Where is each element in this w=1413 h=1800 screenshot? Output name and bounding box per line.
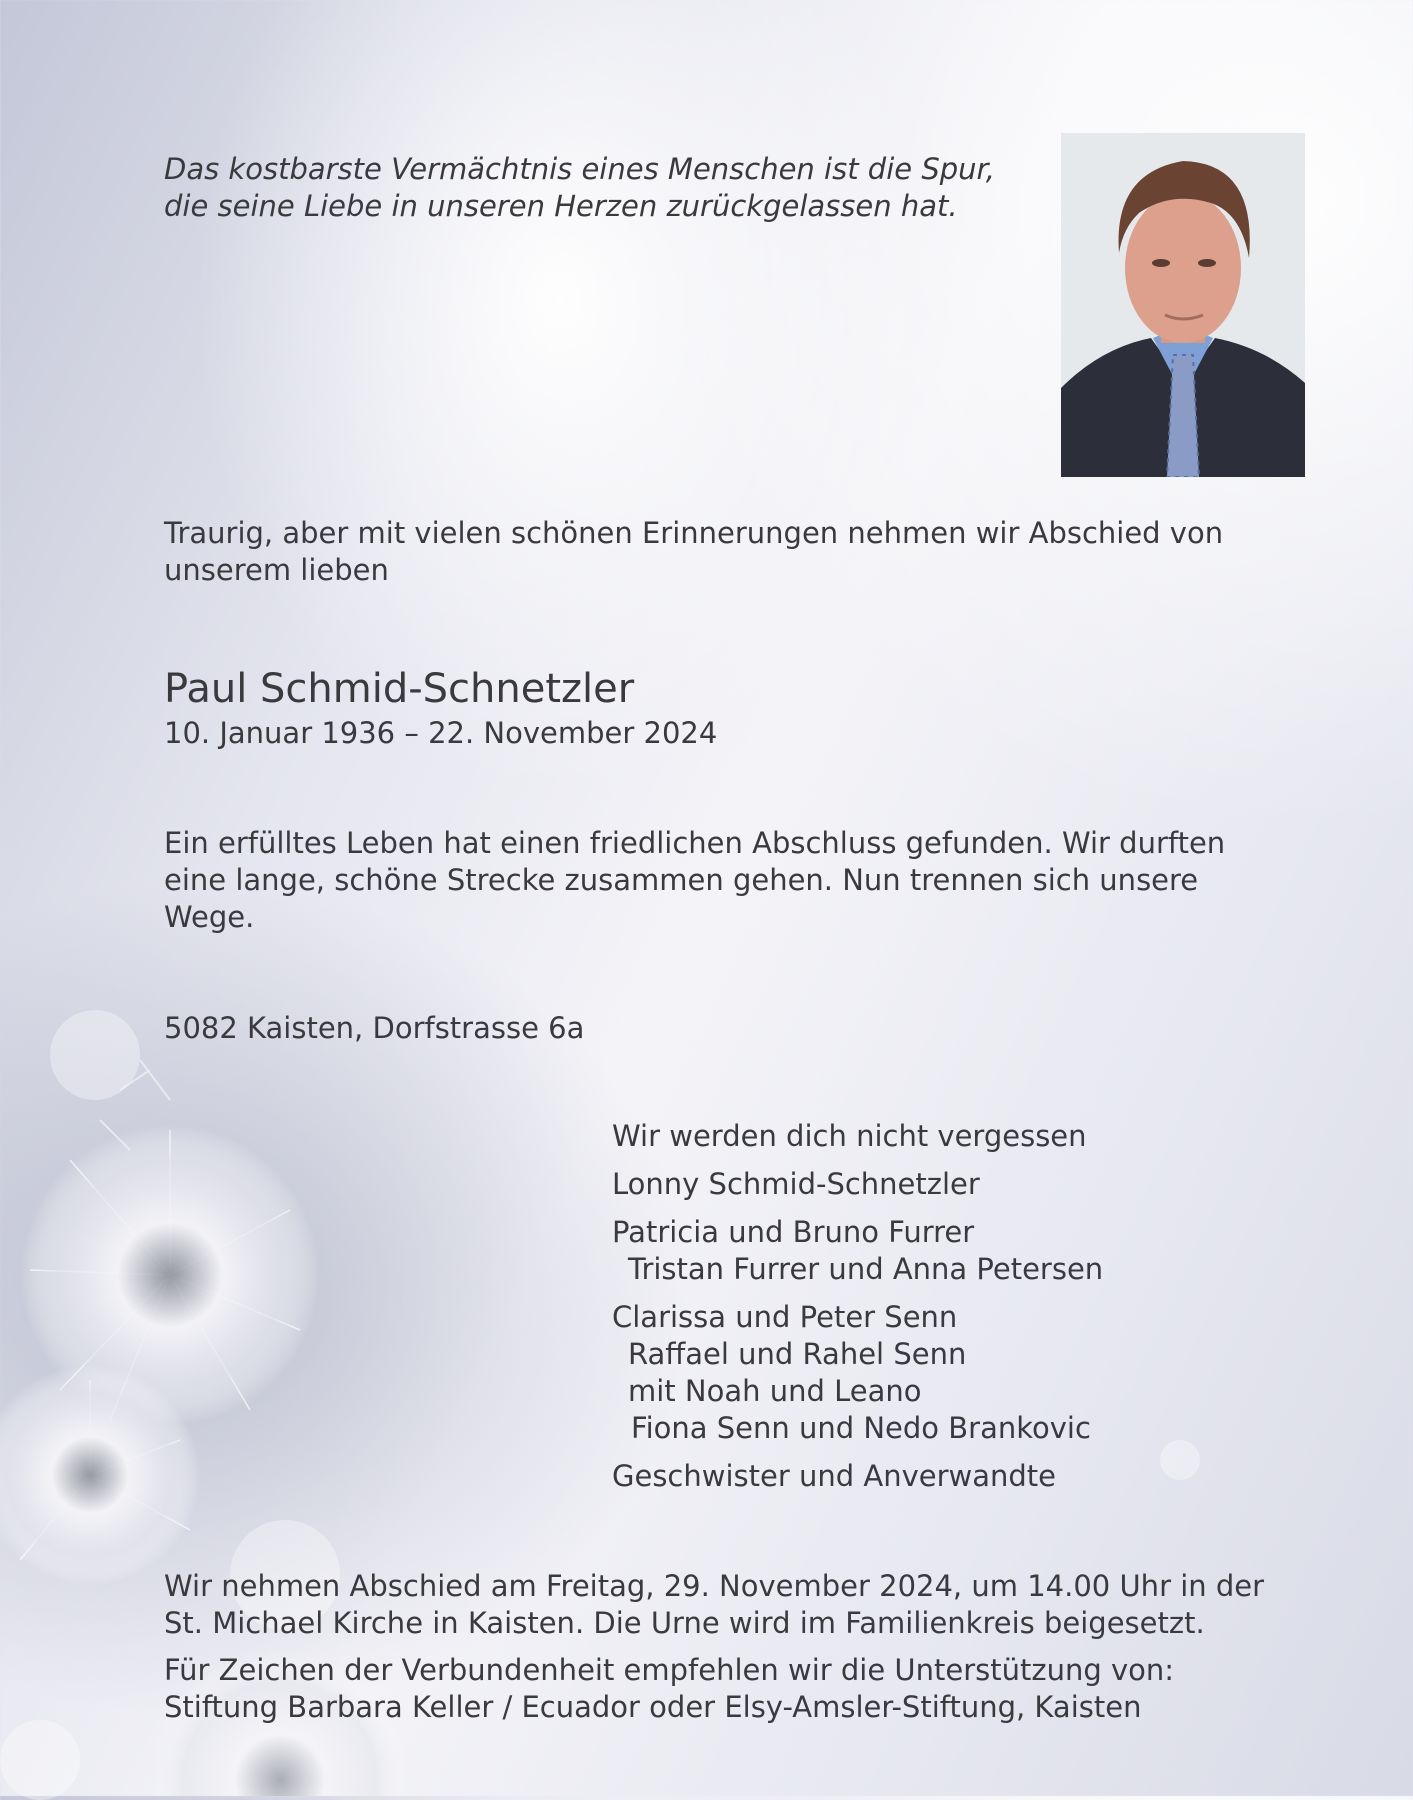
mourner-name: Raffael und Rahel Senn (628, 1337, 967, 1371)
mourner-name: Fiona Senn und Nedo Brankovic (631, 1411, 1091, 1445)
mourner-name: mit Noah und Leano (628, 1374, 922, 1408)
mourner-family-group (612, 1299, 1103, 1447)
mourner-name: Clarissa und Peter Senn (612, 1300, 958, 1334)
intro-text: Traurig, aber mit vielen schönen Erinnerungen nehmen wir Abschied von unserem lieben (164, 516, 1224, 587)
mourner-name: Tristan Furrer und Anna Petersen (628, 1252, 1104, 1286)
portrait-illustration (1061, 133, 1305, 477)
bokeh-light (1160, 1440, 1200, 1480)
deceased-name: Paul Schmid-Schnetzler (164, 666, 635, 712)
portrait-photo (1061, 133, 1305, 477)
mourners-heading: Wir werden dich nicht vergessen (612, 1119, 1087, 1153)
tribute-text: Ein erfülltes Leben hat einen friedlichen Abschluss gefunden. Wir durften eine lange, schöne Strecke zusammen gehen. Nun trennen sich unsere Wege. (164, 826, 1226, 934)
mourner-name: Patricia und Bruno Furrer (612, 1215, 975, 1249)
family-address: 5082 Kaisten, Dorfstrasse 6a (164, 1011, 585, 1045)
mourner-relatives: Geschwister und Anverwandte (612, 1459, 1057, 1493)
mourners-list (612, 1118, 1103, 1506)
funeral-notice: Wir nehmen Abschied am Freitag, 29. November 2024, um 14.00 Uhr in der St. Michael Kirche in Kaisten. Die Urne wird im Familienkreis beigesetzt. (164, 1569, 1265, 1640)
memorial-quote: Das kostbarste Vermächtnis eines Menschen ist die Spur, die seine Liebe in unseren Herzen zurückgelassen hat. (164, 152, 995, 223)
mourner-family-group (612, 1214, 1103, 1288)
donation-notice: Für Zeichen der Verbundenheit empfehlen wir die Unterstützung von: Stiftung Barbara Keller / Ecuador oder Elsy-Amsler-Stiftung, Kaisten (164, 1653, 1175, 1724)
mourner-widow: Lonny Schmid-Schnetzler (612, 1167, 980, 1201)
life-dates: 10. Januar 1936 – 22. November 2024 (164, 716, 718, 750)
